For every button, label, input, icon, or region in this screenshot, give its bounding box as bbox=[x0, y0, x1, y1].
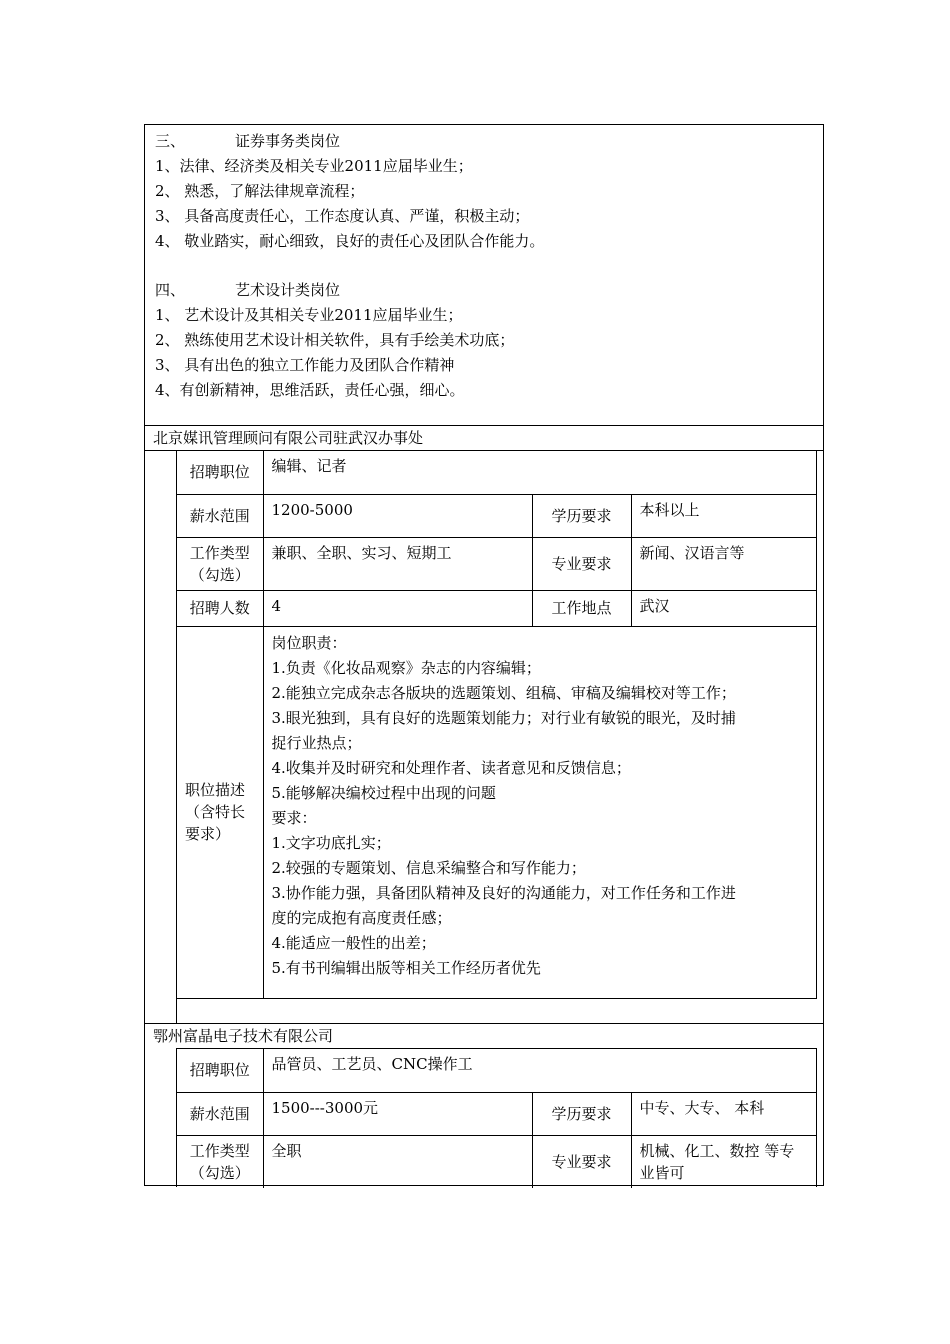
count-label: 招聘人数 bbox=[177, 590, 263, 626]
description-line: 2.较强的专题策划、信息采编整合和写作能力； bbox=[271, 858, 586, 877]
location-value: 武汉 bbox=[631, 590, 816, 626]
section3-heading bbox=[155, 131, 340, 151]
company2-table bbox=[176, 1048, 817, 1187]
jobtype-value: 兼职、全职、实习、短期工 bbox=[263, 537, 532, 590]
jobtype-value: 全职 bbox=[263, 1135, 532, 1188]
company1-table bbox=[176, 451, 817, 999]
section3-item: 3、 具备高度责任心，工作态度认真、严谨，积极主动； bbox=[155, 207, 530, 225]
description-value bbox=[263, 626, 816, 998]
section3-heading-number: 三、 bbox=[155, 132, 186, 150]
section3-item: 1、法律、经济类及相关专业2011应届毕业生； bbox=[155, 157, 473, 175]
major-value: 新闻、汉语言等 bbox=[631, 537, 816, 590]
position-value: 品管员、工艺员、CNC操作工 bbox=[263, 1049, 816, 1092]
description-line: 5.能够解决编校过程中出现的问题 bbox=[271, 783, 496, 802]
description-line: 4.能适应一般性的出差； bbox=[271, 933, 436, 952]
education-label: 学历要求 bbox=[532, 494, 631, 537]
description-line: 度的完成抱有高度责任感； bbox=[271, 908, 452, 927]
section4-heading-number: 四、 bbox=[155, 281, 186, 299]
section4-heading-title: 艺术设计类岗位 bbox=[235, 281, 341, 299]
section4-heading bbox=[155, 280, 340, 300]
divider bbox=[145, 425, 823, 426]
salary-label: 薪水范围 bbox=[177, 494, 263, 537]
section3-item: 4、 敬业踏实，耐心细致，良好的责任心及团队合作能力。 bbox=[155, 232, 545, 250]
jobtype-label: 工作类型（勾选） bbox=[177, 1135, 263, 1188]
section4-item: 1、 艺术设计及其相关专业2011应届毕业生； bbox=[155, 306, 463, 324]
company2-name: 鄂州富晶电子技术有限公司 bbox=[153, 1027, 334, 1045]
section3-item: 2、 熟悉，了解法律规章流程； bbox=[155, 182, 365, 200]
description-label: 职位描述（含特长要求） bbox=[177, 626, 263, 998]
count-value: 4 bbox=[263, 590, 532, 626]
position-label: 招聘职位 bbox=[177, 1049, 263, 1092]
section3-heading-title: 证券事务类岗位 bbox=[235, 132, 341, 150]
description-line: 2.能独立完成杂志各版块的选题策划、组稿、审稿及编辑校对等工作； bbox=[271, 683, 736, 702]
education-label: 学历要求 bbox=[532, 1092, 631, 1135]
major-label: 专业要求 bbox=[532, 1135, 631, 1188]
position-value: 编辑、记者 bbox=[263, 451, 816, 494]
company1-name: 北京媒讯管理顾问有限公司驻武汉办事处 bbox=[153, 429, 424, 447]
salary-value: 1200-5000 bbox=[263, 494, 532, 537]
major-label: 专业要求 bbox=[532, 537, 631, 590]
jobtype-label: 工作类型（勾选） bbox=[177, 537, 263, 590]
section4-item: 3、 具有出色的独立工作能力及团队合作精神 bbox=[155, 356, 455, 374]
description-line: 岗位职责： bbox=[271, 633, 347, 652]
description-line: 3.眼光独到，具有良好的选题策划能力；对行业有敏锐的眼光，及时捕 bbox=[271, 708, 736, 727]
document-frame bbox=[144, 124, 824, 1186]
section4-item: 2、 熟练使用艺术设计相关软件，具有手绘美术功底； bbox=[155, 331, 515, 349]
description-line: 捉行业热点； bbox=[271, 733, 362, 752]
salary-value: 1500---3000元 bbox=[263, 1092, 532, 1135]
description-line: 1.负责《化妆品观察》杂志的内容编辑； bbox=[271, 658, 541, 677]
education-value: 中专、大专、 本科 bbox=[631, 1092, 816, 1135]
major-value: 机械、化工、数控 等专业皆可 bbox=[631, 1135, 816, 1188]
description-line: 1.文字功底扎实； bbox=[271, 833, 391, 852]
description-line: 4.收集并及时研究和处理作者、读者意见和反馈信息； bbox=[271, 758, 631, 777]
divider bbox=[145, 1023, 823, 1024]
location-label: 工作地点 bbox=[532, 590, 631, 626]
salary-label: 薪水范围 bbox=[177, 1092, 263, 1135]
education-value: 本科以上 bbox=[631, 494, 816, 537]
description-line: 3.协作能力强，具备团队精神及良好的沟通能力，对工作任务和工作进 bbox=[271, 883, 736, 902]
section4-item: 4、有创新精神，思维活跃，责任心强，细心。 bbox=[155, 381, 465, 399]
position-label: 招聘职位 bbox=[177, 451, 263, 494]
description-line: 5.有书刊编辑出版等相关工作经历者优先 bbox=[271, 958, 541, 977]
description-line: 要求： bbox=[271, 808, 317, 827]
